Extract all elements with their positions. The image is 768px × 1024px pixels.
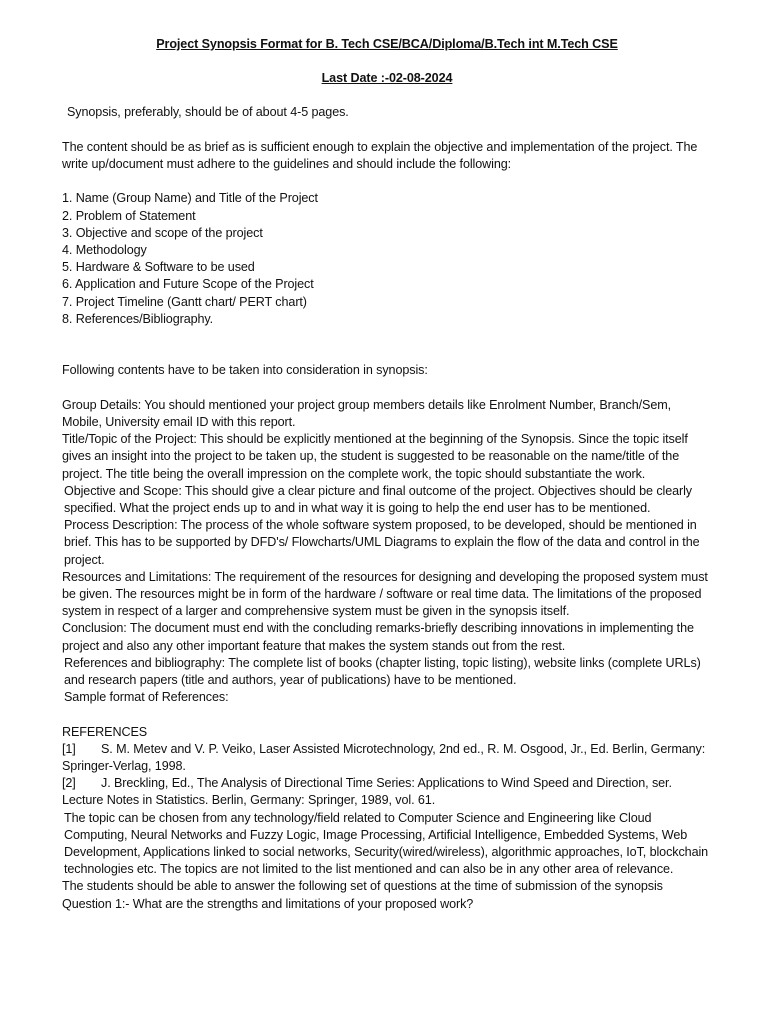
reference-text: S. M. Metev and V. P. Veiko, Laser Assisted Microtechnology, 2nd ed., R. M. Osgood, Jr., Ed. Berlin, Germany: Springer-Verlag, 1998. — [62, 741, 706, 774]
list-item: 1. Name (Group Name) and Title of the Project — [62, 191, 318, 206]
title-topic-paragraph: Title/Topic of the Project: This should be explicitly mentioned at the beginning of the Synopsis. Since the topic itself gives an insight into the project to be taken up, the student is suggested to be reasonable on the name/title of the project. The title being the overall impression on the complete work, the topic should substantiate the work. — [62, 432, 688, 481]
list-item: 4. Methodology — [62, 243, 147, 257]
document-title: Project Synopsis Format for B. Tech CSE/BCA/Diploma/B.Tech int M.Tech CSE — [156, 37, 618, 51]
intro-length: Synopsis, preferably, should be of about 4-5 pages. — [67, 105, 349, 120]
intro-content: The content should be as brief as is sufficient enough to explain the objective and implementation of the project. The write up/document must adhere to the guidelines and should include the following: — [62, 139, 698, 171]
conclusion-paragraph: Conclusion: The document must end with the concluding remarks-briefly describing innovations in implementing the project and also any other important feature that makes the system stands out from the rest. — [62, 621, 694, 653]
resources-limitations-paragraph: Resources and Limitations: The requirement of the resources for designing and developing the proposed system must be given. The resources might be in form of the hardware / software or real time data. The limitations of the proposed system in respect of a larger and comprehensive system must be given in the synopsis itself. — [62, 569, 708, 619]
reference-item — [62, 741, 712, 775]
process-description-paragraph: Process Description: The process of the whole software system proposed, to be developed, should be mentioned in brief. This has to be supported by DFD's/ Flowcharts/UML Diagrams to explain the flow of the data and control in the project. — [64, 518, 700, 567]
topic-choice-paragraph: The topic can be chosen from any technology/field related to Computer Science and Engineering like Cloud Computing, Neural Networks and Fuzzy Logic, Image Processing, Artificial Intelligence, Embedded Systems, Web Development, Applications linked to social networks, Security(wired/wireless), algorithmic approaches, IoT, blockchain technologies etc. The topics are not limited to the list mentioned and can also be in any other area of relevance. — [64, 810, 709, 877]
reference-text: J. Breckling, Ed., The Analysis of Directional Time Series: Applications to Wind Speed and Direction, ser. Lecture Notes in Statistics. Berlin, Germany: Springer, 1989, vol. 61. — [62, 776, 672, 808]
references-bibliography-paragraph: References and bibliography: The complete list of books (chapter listing, topic listing), website links (complete URLs) and research papers (title and authors, year of publications) have to be mentioned. — [64, 655, 701, 688]
group-details-paragraph: Group Details: You should mentioned your project group members details like Enrolment Number, Branch/Sem, Mobile, University email ID with this report. — [62, 397, 672, 429]
list-item: 8. References/Bibliography. — [62, 311, 214, 326]
references-heading: REFERENCES — [62, 724, 148, 739]
list-item: 5. Hardware & Software to be used — [62, 260, 255, 275]
document-page — [62, 36, 712, 913]
question-1: Question 1:- What are the strengths and limitations of your proposed work? — [62, 896, 474, 911]
sample-format-label: Sample format of References: — [64, 690, 229, 705]
reference-number: [1] — [62, 741, 76, 756]
objective-scope-paragraph: Objective and Scope: This should give a clear picture and final outcome of the project. Objectives should be clearly specified. What the project ends up to and in what way it is going to help the end user has to be mentioned. — [64, 483, 693, 516]
following-heading: Following contents have to be taken into consideration in synopsis: — [62, 363, 428, 378]
list-item: 2. Problem of Statement — [62, 208, 196, 223]
last-date: Last Date :-02-08-2024 — [321, 71, 453, 86]
list-item: 6. Application and Future Scope of the Project — [62, 277, 314, 292]
list-item: 7. Project Timeline (Gantt chart/ PERT chart) — [62, 294, 307, 309]
contents-list — [62, 190, 712, 328]
reference-number: [2] — [62, 776, 76, 791]
reference-item — [62, 775, 712, 809]
list-item: 3. Objective and scope of the project — [62, 225, 263, 240]
students-questions-paragraph: The students should be able to answer the following set of questions at the time of submission of the synopsis — [62, 879, 663, 894]
